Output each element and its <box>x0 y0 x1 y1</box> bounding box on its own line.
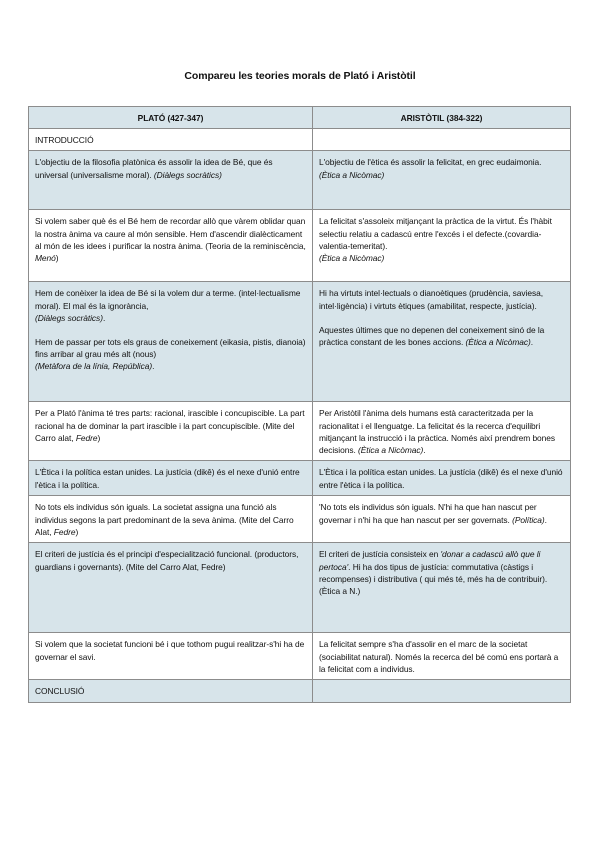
cell-aristotil <box>313 151 571 210</box>
table-row <box>29 496 571 543</box>
cell-aristotil: L'Ètica i la política estan unides. La justícia (dikê) és el nexe d'unió entre l'ètica i la política. <box>313 461 571 496</box>
cell-text: ) <box>97 432 101 443</box>
cell-citation: (Ètica a Nicòmac) <box>319 253 385 264</box>
cell-aristotil <box>313 282 571 402</box>
cell-text: . <box>152 361 155 372</box>
cell-text: . <box>423 445 426 456</box>
cell-text: L'objectiu de la filosofia platònica és assolir la idea de Bé, que és universal (universalisme moral). <box>35 157 273 180</box>
cell-text: 'No tots els individus són iguals. N'hi ha que han nascut per governar i n'hi ha que han nascut per ser governats. <box>319 502 537 525</box>
table-row <box>29 680 571 703</box>
cell-citation: (Diàlegs socràtics) <box>153 169 222 180</box>
cell-text: Per a Plató l'ànima té tres parts: racional, irascible i concupiscible. La part racional ha de dominar la part irascible i la part concupiscible. (Mite del Carro alat, <box>35 408 305 443</box>
cell-aristotil <box>313 210 571 282</box>
cell-text: Hem de passar per tots els graus de coneixement (eikasia, pistis, dianoia) fins arribar al grau més alt (nous) <box>35 337 306 360</box>
cell-citation: (Ètica a Nicòmac) <box>465 337 531 348</box>
table-row <box>29 129 571 151</box>
cell-paragraph <box>35 336 306 373</box>
cell-citation: (Metàfora de la línia, República) <box>35 361 153 372</box>
section-label-intro: INTRODUCCIÓ <box>35 135 94 146</box>
cell-plato: El criteri de justícia és el principi d'especialització funcional. (productors, guardians i governants). (Mite del Carro Alat, Fedre) <box>29 543 313 633</box>
cell-aristotil <box>313 680 571 703</box>
cell-aristotil: La felicitat sempre s'ha d'assolir en el marc de la societat (sociabilitat natural). Només la recerca del bé comú ens portarà a la felicitat com a individus. <box>313 633 571 680</box>
comparison-table <box>28 106 571 703</box>
cell-text: ) <box>75 526 79 537</box>
cell-citation: (Ètica a Nicòmac) <box>358 445 424 456</box>
table-row <box>29 461 571 496</box>
cell-plato <box>29 151 313 210</box>
cell-text: No tots els individus són iguals. La societat assigna una funció als individus segons la part predominant de la seva ànima. (Mite del Carro Alat, <box>35 502 294 537</box>
table-row <box>29 210 571 282</box>
cell-citation: (Diàlegs socràtics) <box>35 312 103 323</box>
cell-aristotil <box>313 543 571 633</box>
cell-plato <box>29 129 313 151</box>
cell-plato <box>29 496 313 543</box>
cell-plato <box>29 282 313 402</box>
table-row <box>29 633 571 680</box>
cell-text: Per Aristòtil l'ànima dels humans està caracteritzada per la racionalitat i el llenguatge. La felicitat és la recerca d'equilibri mitjançant la instrucció i la pràctica. Només així prendrem bones decisions. <box>319 408 556 456</box>
table-row <box>29 151 571 210</box>
cell-text: ) <box>55 253 59 264</box>
cell-paragraph <box>35 287 306 324</box>
cell-citation: Menó <box>35 253 56 264</box>
cell-text: . <box>544 514 547 525</box>
cell-plato <box>29 680 313 703</box>
cell-citation: (Política) <box>512 514 545 525</box>
cell-text: . Hi ha dos tipus de justícia: commutativa (càstigs i recompenses) i distributiva ( qui més té, més ha de contribuir). (Ètica a N.) <box>319 561 548 597</box>
section-label-conclusion: CONCLUSIÓ <box>35 686 85 697</box>
cell-aristotil <box>313 496 571 543</box>
cell-citation: Fedre <box>53 526 76 537</box>
cell-citation: Fedre <box>75 432 98 443</box>
cell-paragraph: Hi ha virtuts intel·lectuals o dianoètiques (prudència, saviesa, intel·ligència) i virtuts ètiques (amabilitat, respecte, justícia). <box>319 288 543 311</box>
cell-text: La felicitat s'assoleix mitjançant la pràctica de la virtut. És l'hàbit selectiu relatiu a cadascú entre l'excés i el defecte.(covardia-valentia-temeritat). <box>319 216 552 251</box>
cell-plato: L'Ètica i la política estan unides. La justícia (dikê) és el nexe d'unió entre l'ètica i la política. <box>29 461 313 496</box>
table-row <box>29 282 571 402</box>
cell-paragraph <box>319 324 564 348</box>
header-plato: PLATÓ (427-347) <box>29 107 313 129</box>
cell-citation: (Ètica a Nicòmac) <box>319 169 385 180</box>
cell-text: . <box>530 337 534 348</box>
table-header-row <box>29 107 571 129</box>
cell-text: El criteri de justícia consisteix en <box>319 549 441 560</box>
cell-plato <box>29 402 313 461</box>
page-title: Compareu les teories morals de Plató i Aristòtil <box>184 70 416 82</box>
cell-text: Si volem saber què és el Bé hem de recordar allò que vàrem oblidar quan la nostra ànima va caure al món sensible. Hem d'ascendir dialècticament al món de les idees i purificar la nostra ànima. (Teoria de la reminiscència, <box>35 216 306 251</box>
cell-plato: Si volem que la societat funcioni bé i que tothom pugui realitzar-s'hi ha de governar el savi. <box>29 633 313 680</box>
cell-plato <box>29 210 313 282</box>
cell-citation: 'donar a cadascú allò que li pertoca' <box>319 549 541 572</box>
cell-text: Hem de conèixer la idea de Bé si la volem dur a terme. (intel·lectualisme moral). El mal és la ignorància, <box>35 288 301 311</box>
cell-text: L'objectiu de l'ètica és assolir la felicitat, en grec eudaimonia. <box>319 157 542 168</box>
cell-aristotil <box>313 129 571 151</box>
cell-text: Aquestes últimes que no depenen del coneixement sinó de la pràctica constant de les bones accions. <box>319 324 545 348</box>
cell-text: . <box>102 312 106 323</box>
cell-aristotil <box>313 402 571 461</box>
table-row <box>29 402 571 461</box>
table-row <box>29 543 571 633</box>
header-aristotil: ARISTÒTIL (384-322) <box>313 107 571 129</box>
